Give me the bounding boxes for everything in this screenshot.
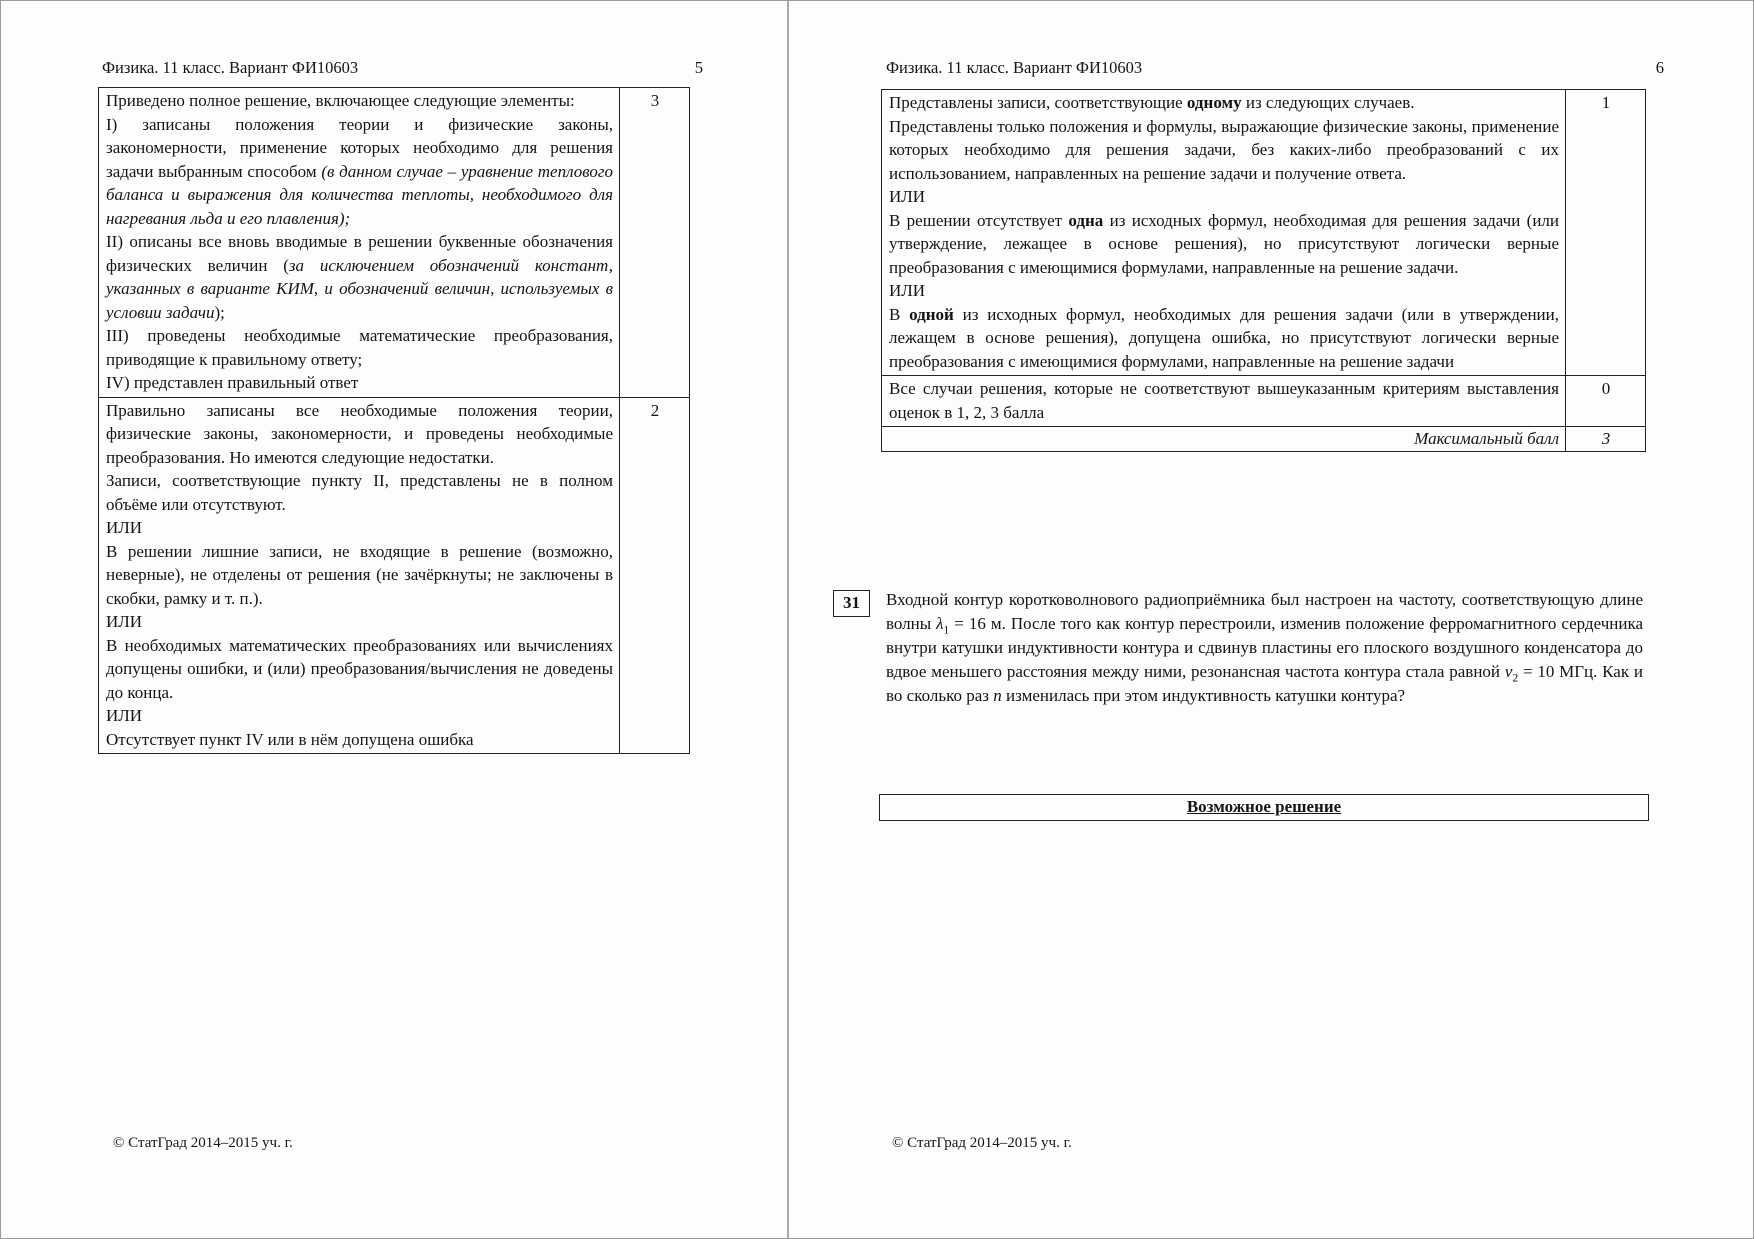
criteria-table-page5 <box>98 87 690 754</box>
criteria-paragraph: ИЛИ <box>106 612 143 631</box>
criteria-paragraph: IV) представлен правильный ответ <box>106 373 359 392</box>
problem-number-badge: 31 <box>833 590 870 617</box>
max-score-label: Максимальный балл <box>882 427 1566 452</box>
page5-footer: © СтатГрад 2014–2015 уч. г. <box>113 1135 293 1151</box>
score-cell: 3 <box>620 88 690 398</box>
criteria-paragraph: В необходимых математических преобразованиях или вычислениях допущены ошибки, и (или) преобразования/вычисления не доведены до конца. <box>106 635 613 702</box>
criteria-paragraph: Представлены только положения и формулы, выражающие физические законы, применение которых необходимо для решения задачи, без каких-либо преобразований с их использованием, направленных на решение задачи и получение ответа. <box>889 116 1559 183</box>
criteria-paragraph: В одной из исходных формул, необходимых для решения задачи (или в утверждении, лежащем в основе решения), допущена ошибка, но присутствуют логически верные преобразования с имеющимися формулами, направленные на решение задачи <box>889 304 1559 371</box>
page6-header-title: Физика. 11 класс. Вариант ФИ10603 <box>886 58 1143 77</box>
criteria-paragraph: ИЛИ <box>889 281 926 300</box>
score-cell: 2 <box>620 397 690 754</box>
page6-footer: © СтатГрад 2014–2015 уч. г. <box>892 1135 1072 1151</box>
criteria-paragraph: I) записаны положения теории и физические законы, закономерности, применение которых необходимо для решения задачи выбранным способом (в данном случае – уравнение теплового баланса и выражения для количества теплоты, необходимого для нагревания льда и его плавления); <box>106 114 613 228</box>
criteria-paragraph: Записи, соответствующие пункту II, представлены не в полном объёме или отсутствуют. <box>106 471 613 514</box>
page-divider <box>787 1 789 1238</box>
criteria-row-score0 <box>882 376 1646 427</box>
criteria-paragraph: Все случаи решения, которые не соответствуют вышеуказанным критериям выставления оценок в 1, 2, 3 балла <box>889 379 1559 422</box>
score-cell: 0 <box>1566 376 1646 427</box>
criteria-paragraph: II) описаны все вновь вводимые в решении буквенные обозначения физических величин (за исключением обозначений констант, указанных в варианте КИМ, и обозначений величин, используемых в условии задачи); <box>106 232 613 322</box>
criteria-paragraph: III) проведены необходимые математические преобразования, приводящие к правильному ответу; <box>106 326 613 369</box>
page5-header-title: Физика. 11 класс. Вариант ФИ10603 <box>102 58 359 77</box>
page6-number: 6 <box>1655 58 1664 77</box>
max-score-value: 3 <box>1566 427 1646 452</box>
criteria-row-max-score <box>882 427 1646 452</box>
criteria-table-page6 <box>881 89 1646 452</box>
criteria-paragraph: В решении лишние записи, не входящие в решение (возможно, неверные), не отделены от решения (не зачёркнуты; не заключены в скобки, рамку и т. п.). <box>106 541 613 608</box>
problem-text: Входной контур коротковолнового радиоприёмника был настроен на частоту, соответствующую длине волны $\lambda_1 = 16$ м. После того как контур перестроили, изменив положение ферромагнитного сердечника внутри катушки индуктивности контура и сдвинув пластины его плоского воздушного конденсатора до вдвое меньшего расстояния между ними, резонансная частота контура стала равной $\nu_2 = 10$ МГц. Как и во сколько раз n изменилась при этом индуктивность катушки контура? <box>886 590 1643 705</box>
criteria-paragraph: Представлены записи, соответствующие одному из следующих случаев. <box>889 93 1415 112</box>
criteria-row-score3 <box>99 88 690 398</box>
criteria-paragraph: ИЛИ <box>106 518 143 537</box>
criteria-paragraph: Правильно записаны все необходимые положения теории, физические законы, закономерности, и проведены необходимые преобразования. Но имеются следующие недостатки. <box>106 400 613 467</box>
criteria-paragraph: ИЛИ <box>106 706 143 725</box>
page6-header <box>886 58 1664 78</box>
page5-number: 5 <box>694 58 703 77</box>
score-cell: 1 <box>1566 90 1646 376</box>
criteria-text-cell <box>882 90 1566 376</box>
page5-header <box>102 58 703 78</box>
criteria-paragraph: Отсутствует пункт IV или в нём допущена ошибка <box>106 729 474 749</box>
criteria-paragraph: В решении отсутствует одна из исходных формул, необходимая для решения задачи (или утверждение, лежащее в основе решения), но присутствуют логически верные преобразования с имеющимися формулами, направленные на решение задачи. <box>889 210 1559 277</box>
criteria-paragraph: Приведено полное решение, включающее следующие элементы: <box>106 91 575 110</box>
solution-header-box <box>879 794 1649 821</box>
criteria-text-cell <box>99 397 620 754</box>
criteria-paragraph: ИЛИ <box>889 187 926 206</box>
criteria-row-score1 <box>882 90 1646 376</box>
solution-header-title: Возможное решение <box>1186 797 1342 816</box>
criteria-row-score2 <box>99 397 690 754</box>
criteria-text-cell <box>882 376 1566 427</box>
criteria-text-cell <box>99 88 620 398</box>
